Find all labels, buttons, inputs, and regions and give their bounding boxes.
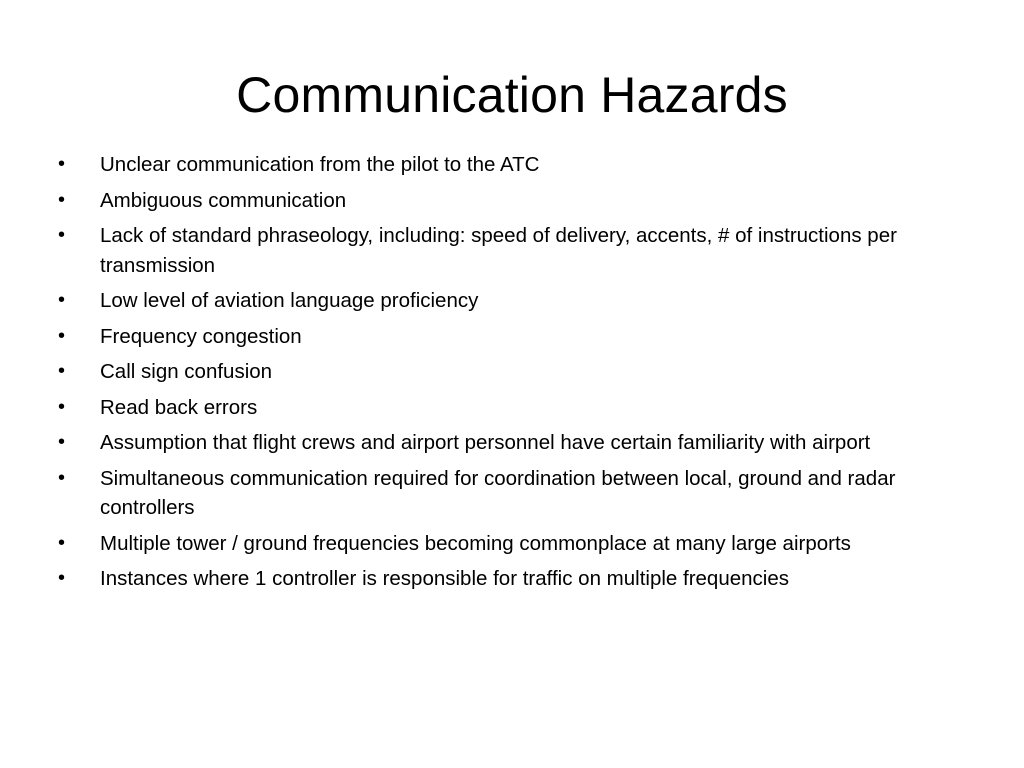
bullet-text: Call sign confusion xyxy=(100,360,273,383)
bullet-text: Unclear communication from the pilot to the ATC xyxy=(100,153,540,176)
bullet-text: Read back errors xyxy=(100,395,258,419)
bullet-icon: • xyxy=(58,188,66,211)
bullet-item xyxy=(58,357,978,387)
bullet-icon: • xyxy=(58,289,66,311)
bullet-icon: • xyxy=(58,324,66,347)
bullet-item xyxy=(58,464,978,523)
bullet-list xyxy=(58,150,978,600)
bullet-text: Multiple tower / ground frequencies becoming commonplace at many large airports xyxy=(100,531,851,555)
bullet-item xyxy=(58,529,978,559)
bullet-item xyxy=(58,221,978,280)
bullet-text: Simultaneous communication required for coordination between local, ground and radar controllers xyxy=(100,466,896,519)
bullet-item xyxy=(58,564,978,594)
bullet-text: Low level of aviation language proficiency xyxy=(100,289,479,312)
bullet-item xyxy=(58,150,978,180)
bullet-item xyxy=(58,428,978,458)
bullet-text: Lack of standard phraseology, including: speed of delivery, accents, # of instructions per transmission xyxy=(100,224,897,277)
bullet-item xyxy=(58,393,978,423)
bullet-item xyxy=(58,186,978,216)
slide-title: Communication Hazards xyxy=(236,67,788,123)
bullet-icon: • xyxy=(58,224,66,246)
bullet-item xyxy=(58,322,978,352)
bullet-text: Ambiguous communication xyxy=(100,188,347,212)
bullet-text: Frequency congestion xyxy=(100,324,302,348)
bullet-icon: • xyxy=(58,395,66,418)
bullet-icon: • xyxy=(58,360,66,382)
bullet-item xyxy=(58,286,978,316)
bullet-icon: • xyxy=(58,431,66,453)
bullet-icon: • xyxy=(58,531,66,554)
bullet-text: Assumption that flight crews and airport personnel have certain familiarity with airport xyxy=(100,431,871,454)
bullet-text: Instances where 1 controller is responsible for traffic on multiple frequencies xyxy=(100,567,789,590)
bullet-icon: • xyxy=(58,153,66,175)
bullet-icon: • xyxy=(58,466,66,489)
bullet-icon: • xyxy=(58,567,66,589)
